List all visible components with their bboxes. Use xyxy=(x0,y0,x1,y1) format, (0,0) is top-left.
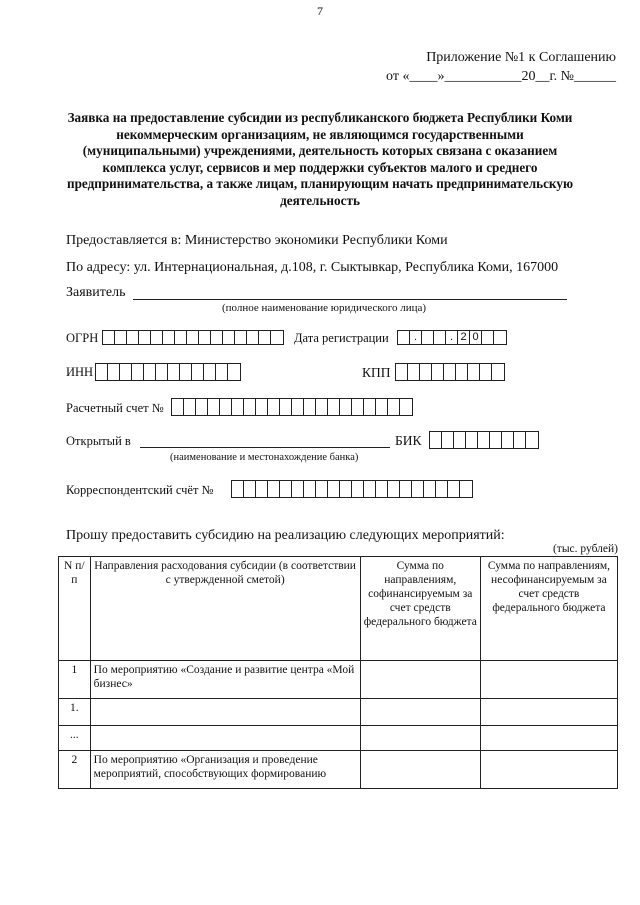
char-cell[interactable] xyxy=(228,364,240,380)
bik-label: БИК xyxy=(395,433,422,448)
row-cofinanced-cell[interactable] xyxy=(360,726,480,751)
row-number: ... xyxy=(59,726,91,751)
table-row xyxy=(59,699,618,726)
char-cell[interactable] xyxy=(490,432,502,448)
char-cell[interactable] xyxy=(328,399,340,415)
address-line: По адресу: ул. Интернациональная, д.108, г. Сыктывкар, Республика Коми, 167000 xyxy=(66,260,559,275)
char-cell[interactable] xyxy=(376,481,388,497)
char-cell[interactable] xyxy=(328,481,340,497)
char-cell[interactable] xyxy=(204,364,216,380)
corr-account-input[interactable] xyxy=(231,480,473,498)
row-number: 1. xyxy=(59,699,91,726)
row-direction[interactable] xyxy=(90,699,360,726)
char-cell[interactable] xyxy=(444,364,456,380)
table-row xyxy=(59,751,618,789)
char-cell[interactable]: . xyxy=(410,331,422,344)
registration-date-label: Дата регистрации xyxy=(294,331,389,345)
request-text: Прошу предоставить субсидию на реализацию следующих мероприятий: xyxy=(66,528,505,543)
char-cell[interactable] xyxy=(232,481,244,497)
char-cell[interactable] xyxy=(115,331,127,344)
row-direction[interactable] xyxy=(90,726,360,751)
char-cell[interactable]: . xyxy=(446,331,458,344)
char-cell[interactable] xyxy=(340,481,352,497)
row-cofinanced-cell[interactable] xyxy=(360,661,480,699)
char-cell[interactable] xyxy=(256,481,268,497)
char-cell[interactable] xyxy=(151,331,163,344)
char-cell[interactable] xyxy=(316,481,328,497)
header-direction: Направления расходования субсидии (в соответствии с утвержденной сметой) xyxy=(90,557,360,661)
char-cell[interactable] xyxy=(211,331,223,344)
char-cell[interactable] xyxy=(304,481,316,497)
char-cell[interactable] xyxy=(424,481,436,497)
char-cell[interactable] xyxy=(292,481,304,497)
applicant-label: Заявитель xyxy=(66,285,126,300)
char-cell[interactable] xyxy=(408,364,420,380)
corr-account-label: Корреспондентский счёт № xyxy=(66,483,214,497)
char-cell[interactable] xyxy=(502,432,514,448)
char-cell[interactable] xyxy=(460,481,472,497)
header-non-cofinanced-sum: Сумма по направлениям, несофинансируемым за счет средств федерального бюджета xyxy=(480,557,617,661)
bik-input[interactable] xyxy=(429,431,539,449)
char-cell[interactable] xyxy=(220,399,232,415)
char-cell[interactable] xyxy=(208,399,220,415)
char-cell[interactable] xyxy=(400,481,412,497)
ogrn-input[interactable] xyxy=(102,330,284,345)
char-cell[interactable] xyxy=(292,399,304,415)
appendix-line-2: от «____»___________20__г. №______ xyxy=(386,69,616,84)
char-cell[interactable] xyxy=(223,331,235,344)
char-cell[interactable] xyxy=(388,481,400,497)
char-cell[interactable] xyxy=(430,432,442,448)
row-cofinanced-cell[interactable] xyxy=(360,699,480,726)
row-number: 1 xyxy=(59,661,91,699)
bank-label: Открытый в xyxy=(66,434,131,448)
char-cell[interactable]: 0 xyxy=(470,331,482,344)
page-number: 7 xyxy=(317,4,323,18)
row-non-cofinanced-cell[interactable] xyxy=(480,661,617,699)
char-cell[interactable] xyxy=(316,399,328,415)
kpp-label: КПП xyxy=(362,365,391,380)
char-cell[interactable] xyxy=(466,432,478,448)
inn-label: ИНН xyxy=(66,365,94,379)
char-cell[interactable] xyxy=(172,399,184,415)
char-cell[interactable] xyxy=(442,432,454,448)
char-cell[interactable] xyxy=(232,399,244,415)
document-title: Заявка на предоставление субсидии из республиканского бюджета Республики Коми некоммерческим организациям, не являющимся государственными (муниципальными) учреждениями, деятельность которых связана с оказанием комплекса услуг, сервисов и мер поддержки субъектов малого и среднего предпринимательства, а также лицам, планирующим начать предпринимательскую деятельность xyxy=(66,110,574,208)
char-cell[interactable] xyxy=(163,331,175,344)
char-cell[interactable] xyxy=(456,364,468,380)
char-cell[interactable] xyxy=(352,399,364,415)
applicant-field[interactable] xyxy=(133,299,567,300)
row-direction: По мероприятию «Создание и развитие центра «Мой бизнес» xyxy=(90,661,360,699)
char-cell[interactable] xyxy=(196,399,208,415)
header-cofinanced-sum: Сумма по направлениям, софинансируемым за счет средств федерального бюджета xyxy=(360,557,480,661)
inn-input[interactable] xyxy=(95,363,241,381)
char-cell[interactable] xyxy=(132,364,144,380)
char-cell[interactable] xyxy=(398,331,410,344)
char-cell[interactable] xyxy=(247,331,259,344)
char-cell[interactable] xyxy=(480,364,492,380)
char-cell[interactable] xyxy=(448,481,460,497)
appendix-header xyxy=(386,48,616,86)
char-cell[interactable] xyxy=(259,331,271,344)
char-cell[interactable] xyxy=(244,399,256,415)
row-non-cofinanced-cell[interactable] xyxy=(480,751,617,789)
char-cell[interactable] xyxy=(235,331,247,344)
char-cell[interactable] xyxy=(482,331,494,344)
header-number: N п/п xyxy=(59,557,91,661)
registration-date-input[interactable] xyxy=(397,330,507,345)
char-cell[interactable] xyxy=(468,364,480,380)
char-cell[interactable] xyxy=(96,364,108,380)
expense-table xyxy=(58,556,618,789)
char-cell[interactable] xyxy=(216,364,228,380)
char-cell[interactable] xyxy=(492,364,504,380)
char-cell[interactable] xyxy=(436,481,448,497)
char-cell[interactable] xyxy=(180,364,192,380)
char-cell[interactable] xyxy=(103,331,115,344)
char-cell[interactable] xyxy=(268,481,280,497)
char-cell[interactable] xyxy=(144,364,156,380)
char-cell[interactable]: 2 xyxy=(458,331,470,344)
char-cell[interactable] xyxy=(184,399,196,415)
kpp-input[interactable] xyxy=(395,363,505,381)
char-cell[interactable] xyxy=(396,364,408,380)
units-label: (тыс. рублей) xyxy=(552,543,618,555)
char-cell[interactable] xyxy=(494,331,506,344)
account-label: Расчетный счет № xyxy=(66,401,164,415)
char-cell[interactable] xyxy=(127,331,139,344)
row-number: 2 xyxy=(59,751,91,789)
char-cell[interactable] xyxy=(364,399,376,415)
char-cell[interactable] xyxy=(400,399,412,415)
char-cell[interactable] xyxy=(280,481,292,497)
table-header-row xyxy=(59,557,618,661)
char-cell[interactable] xyxy=(412,481,424,497)
bank-field[interactable] xyxy=(140,447,390,448)
char-cell[interactable] xyxy=(199,331,211,344)
char-cell[interactable] xyxy=(156,364,168,380)
row-direction: По мероприятию «Организация и проведение мероприятий, способствующих формированию xyxy=(90,751,360,789)
bank-caption: (наименование и местонахождение банка) xyxy=(170,452,359,463)
char-cell[interactable] xyxy=(271,331,283,344)
table-row xyxy=(59,661,618,699)
char-cell[interactable] xyxy=(168,364,180,380)
char-cell[interactable] xyxy=(514,432,526,448)
char-cell[interactable] xyxy=(432,364,444,380)
char-cell[interactable] xyxy=(434,331,446,344)
char-cell[interactable] xyxy=(454,432,466,448)
char-cell[interactable] xyxy=(280,399,292,415)
char-cell[interactable] xyxy=(256,399,268,415)
char-cell[interactable] xyxy=(422,331,434,344)
account-input[interactable] xyxy=(171,398,413,416)
char-cell[interactable] xyxy=(139,331,151,344)
row-non-cofinanced-cell[interactable] xyxy=(480,699,617,726)
applicant-caption: (полное наименование юридического лица) xyxy=(222,302,427,314)
char-cell[interactable] xyxy=(364,481,376,497)
char-cell[interactable] xyxy=(187,331,199,344)
char-cell[interactable] xyxy=(526,432,538,448)
char-cell[interactable] xyxy=(120,364,132,380)
appendix-line-1: Приложение №1 к Соглашению xyxy=(426,50,616,65)
char-cell[interactable] xyxy=(268,399,280,415)
row-cofinanced-cell[interactable] xyxy=(360,751,480,789)
char-cell[interactable] xyxy=(304,399,316,415)
table-row xyxy=(59,726,618,751)
ogrn-label: ОГРН xyxy=(66,331,99,345)
char-cell[interactable] xyxy=(388,399,400,415)
char-cell[interactable] xyxy=(420,364,432,380)
char-cell[interactable] xyxy=(352,481,364,497)
char-cell[interactable] xyxy=(175,331,187,344)
char-cell[interactable] xyxy=(192,364,204,380)
provided-to-line: Предоставляется в: Министерство экономики Республики Коми xyxy=(66,233,448,248)
char-cell[interactable] xyxy=(340,399,352,415)
char-cell[interactable] xyxy=(244,481,256,497)
char-cell[interactable] xyxy=(108,364,120,380)
row-non-cofinanced-cell[interactable] xyxy=(480,726,617,751)
char-cell[interactable] xyxy=(478,432,490,448)
char-cell[interactable] xyxy=(376,399,388,415)
